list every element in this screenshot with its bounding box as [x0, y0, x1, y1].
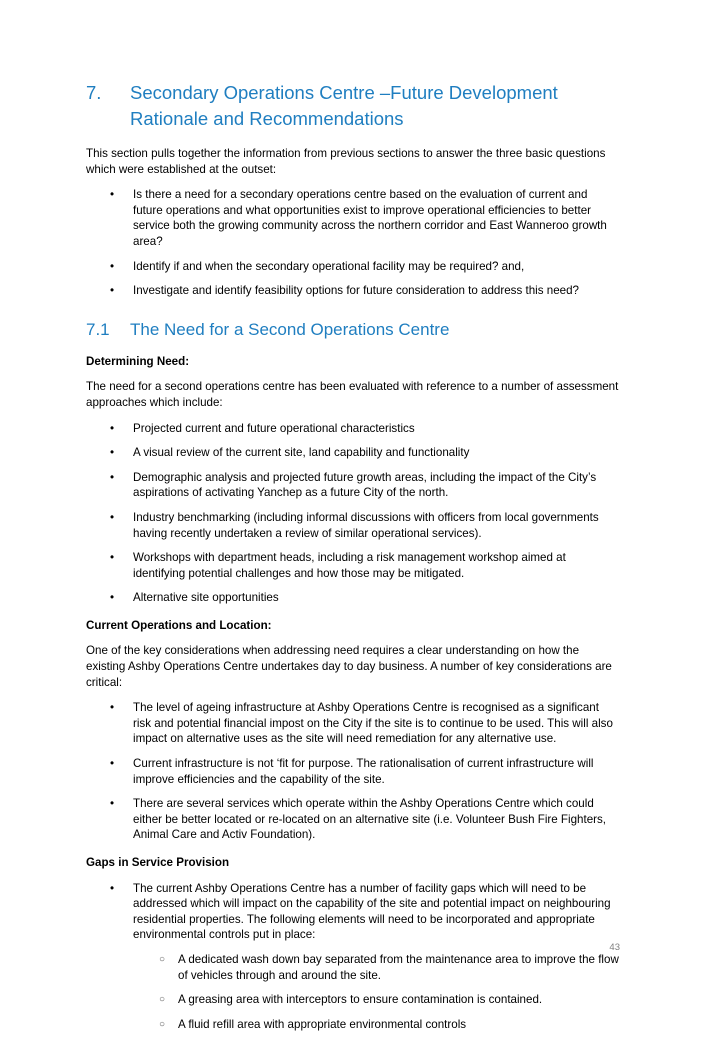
list-item: [86, 700, 620, 747]
bullet-icon: •: [110, 701, 115, 715]
list-item: [86, 756, 620, 787]
list-item-text: A fluid refill area with appropriate environmental controls: [178, 1017, 467, 1031]
list-item-text: A greasing area with interceptors to ensure contamination is contained.: [178, 993, 543, 1007]
subheading-current-operations: Current Operations and Location:: [86, 618, 272, 632]
circle-bullet-icon: ○: [159, 1018, 166, 1030]
list-item: [86, 881, 620, 1033]
gaps-bullet-list: [86, 881, 620, 1033]
heading-section-7-1: [86, 318, 620, 341]
heading-section-7-1-title: The Need for a Second Operations Centre: [130, 319, 450, 339]
bullet-icon: •: [110, 881, 115, 895]
bullet-icon: •: [110, 797, 115, 811]
list-item: [86, 590, 620, 606]
determining-need-paragraph: The need for a second operations centre has been evaluated with reference to a number of assessment approaches which include:: [86, 380, 619, 409]
list-item-text: Workshops with department heads, including a risk management workshop aimed at identifying potential challenges and how those may be mitigated.: [133, 551, 566, 580]
heading-section-7-number: 7.: [86, 82, 102, 103]
heading-section-7-1-number: 7.1: [86, 319, 110, 339]
list-item: [86, 283, 620, 299]
bullet-icon: •: [110, 188, 115, 202]
list-item: [86, 445, 620, 461]
list-item-text: A dedicated wash down bay separated from the maintenance area to improve the flow of vehicles through and around the site.: [178, 952, 619, 982]
section-7-questions-list: [86, 187, 620, 299]
list-item-text: There are several services which operate within the Ashby Operations Centre which could either be better located or re-located on an alternative site (i.e. Volunteer Bush Fire Fighters, Animal Care and Activ Foundation).: [133, 797, 607, 842]
list-item-text: Industry benchmarking (including informal discussions with officers from local governments having recently undertaken a review of similar operational services).: [133, 510, 599, 540]
current-operations-bullet-list: [86, 700, 620, 843]
list-item-text: Alternative site opportunities: [133, 591, 279, 605]
determining-need-bullet-list: [86, 421, 620, 606]
bullet-icon: •: [110, 551, 115, 565]
bullet-icon: •: [110, 284, 115, 298]
list-item: [86, 187, 620, 249]
bullet-icon: •: [110, 591, 115, 605]
circle-bullet-icon: ○: [159, 994, 166, 1006]
bullet-icon: •: [110, 446, 115, 460]
subheading-determining-need: Determining Need:: [86, 354, 190, 368]
list-item-text: Demographic analysis and projected future growth areas, including the impact of the City’s aspirations of activating Yanchep as a future City of the north.: [133, 470, 597, 500]
list-item-text: The level of ageing infrastructure at Ashby Operations Centre is recognised as a significant risk and potential financial impost on the City if the site is to continue to be used. This will also impact on alternative uses as the site will need remediation for any alternative use.: [133, 701, 613, 746]
gaps-sub-bullet-list: [133, 952, 620, 1032]
list-item: [86, 510, 620, 541]
circle-bullet-icon: ○: [159, 953, 166, 965]
section-7-intro-paragraph: This section pulls together the information from previous sections to answer the three basic questions which were established at the outset:: [86, 147, 606, 176]
bullet-icon: •: [110, 421, 115, 435]
bullet-icon: •: [110, 470, 115, 484]
list-item: [133, 952, 620, 983]
list-item: [86, 550, 620, 581]
list-item: [86, 796, 620, 843]
list-item: [133, 992, 620, 1008]
list-item: [133, 1017, 620, 1033]
list-item-text: A visual review of the current site, land capability and functionality: [133, 446, 470, 460]
bullet-icon: •: [110, 259, 115, 273]
bullet-icon: •: [110, 510, 115, 524]
subheading-gaps-in-service-provision: Gaps in Service Provision: [86, 856, 230, 869]
heading-section-7: [86, 80, 620, 132]
list-item-text: Investigate and identify feasibility options for future consideration to address this need?: [133, 284, 579, 298]
list-item-text: The current Ashby Operations Centre has a number of facility gaps which will need to be addressed which will impact on the capability of the site and potential impact on neighbouring residential properties. The following elements will need to be incorporated and appropriate environmental controls put in place:: [133, 881, 611, 942]
page-content: [86, 80, 620, 1042]
list-item: [86, 421, 620, 437]
list-item: [86, 470, 620, 501]
list-item-text: Identify if and when the secondary operational facility may be required? and,: [133, 259, 525, 273]
list-item-text: Current infrastructure is not ‘fit for purpose. The rationalisation of current infrastructure will improve efficiencies and the capability of the site.: [133, 757, 594, 786]
current-operations-paragraph: One of the key considerations when addressing need requires a clear understanding on how the existing Ashby Operations Centre undertakes day to day business. A number of key considerations are critical:: [86, 644, 612, 689]
list-item: [86, 259, 620, 275]
page-number: 43: [609, 942, 620, 953]
list-item-text: Projected current and future operational characteristics: [133, 421, 415, 435]
bullet-icon: •: [110, 757, 115, 771]
list-item-text: Is there a need for a secondary operations centre based on the evaluation of current and future operations and what opportunities exist to improve operational efficiencies to better service both the growing community across the northern corridor and East Wanneroo growth area?: [133, 188, 607, 248]
heading-section-7-title: Secondary Operations Centre –Future Development Rationale and Recommendations: [130, 82, 558, 129]
